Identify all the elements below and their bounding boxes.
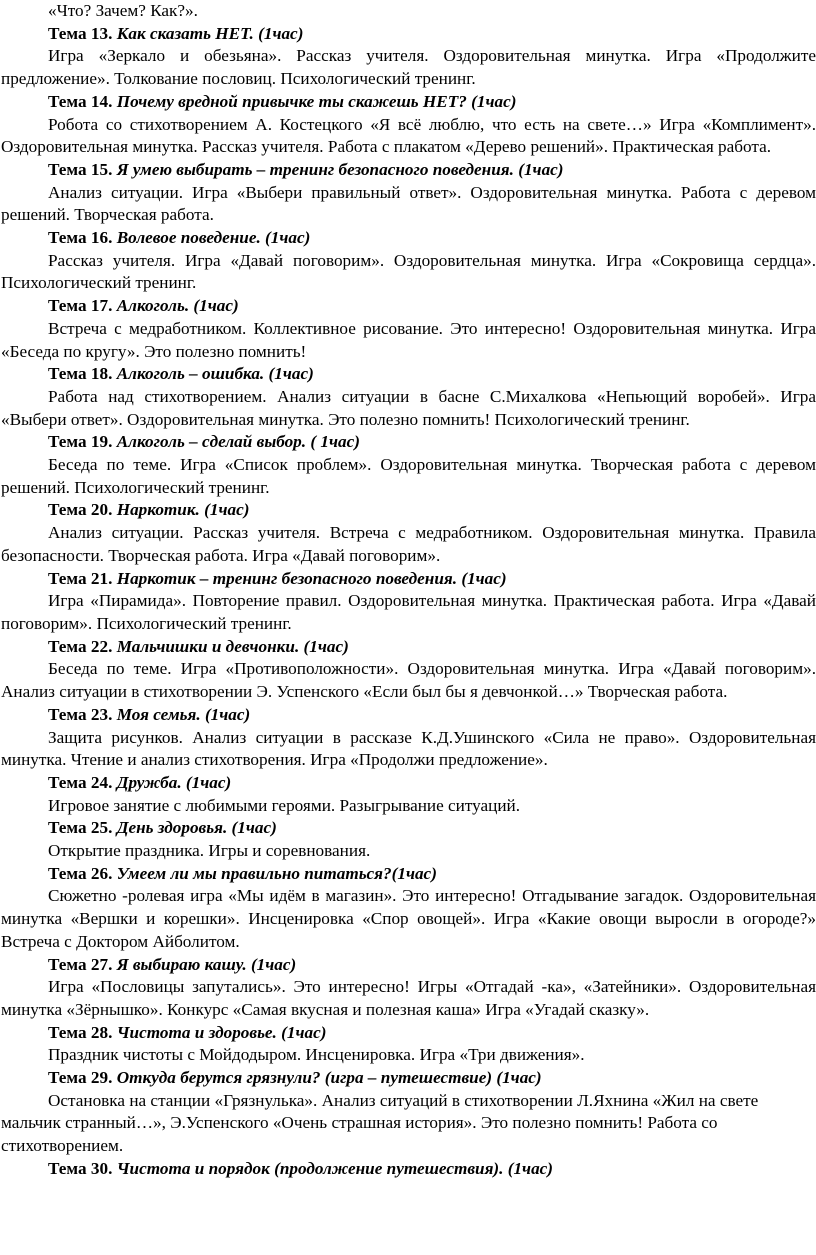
topic-title: Алкоголь. (1час): [116, 296, 239, 316]
topic-number: Тема 24.: [48, 772, 113, 792]
topic-list: [1, 23, 816, 1181]
topic-block: [1, 1022, 816, 1067]
intro-line: «Что? Зачем? Как?».: [48, 1, 198, 20]
topic-title: Наркотик – тренинг безопасного поведения. (1час): [116, 568, 507, 588]
topic-block: [1, 817, 816, 862]
topic-title: Волевое поведение. (1час): [116, 228, 311, 248]
topic-block: [1, 954, 816, 1022]
topic-heading: [1, 1022, 816, 1045]
topic-title: Откуда берутся грязнули? (игра – путешествие) (1час): [116, 1068, 542, 1088]
topic-title: Дружба. (1час): [116, 772, 232, 792]
topic-block: [1, 23, 816, 91]
topic-description: Игровое занятие с любимыми героями. Разыгрывание ситуаций.: [48, 795, 521, 815]
topic-title: День здоровья. (1час): [116, 818, 277, 838]
topic-title: Мальчишки и девчонки. (1час): [116, 636, 349, 656]
topic-title: Почему вредной привычке ты скажешь НЕТ? (1час): [116, 91, 517, 111]
topic-block: [1, 568, 816, 636]
topic-description: Открытие праздника. Игры и соревнования.: [48, 841, 371, 861]
topic-title: Как сказать НЕТ. (1час): [116, 23, 304, 43]
topic-title: Чистота и здоровье. (1час): [116, 1022, 327, 1042]
topic-number: Тема 21.: [48, 568, 113, 588]
topic-number: Тема 18.: [48, 364, 113, 384]
topic-heading: [1, 295, 816, 318]
topic-block: [1, 704, 816, 772]
topic-title: Я умею выбирать – тренинг безопасного поведения. (1час): [116, 159, 564, 179]
topic-block: [1, 1067, 816, 1158]
topic-title: Алкоголь – ошибка. (1час): [116, 364, 314, 384]
topic-number: Тема 23.: [48, 704, 113, 724]
topic-number: Тема 14.: [48, 91, 113, 111]
topic-title: Чистота и порядок (продолжение путешествия). (1час): [116, 1158, 554, 1178]
topic-block: [1, 636, 816, 704]
topic-description: Беседа по теме. Игра «Противоположности». Оздоровительная минутка. Игра «Давай поговорим». Анализ ситуации в стихотворении Э. Успенского «Если был бы я девчонкой…» Творческая работа.: [1, 659, 816, 702]
topic-title: Умеем ли мы правильно питаться?(1час): [116, 863, 437, 883]
topic-number: Тема 26.: [48, 863, 113, 883]
topic-number: Тема 28.: [48, 1022, 113, 1042]
topic-number: Тема 17.: [48, 296, 113, 316]
topic-block: [1, 91, 816, 159]
topic-description: Беседа по теме. Игра «Список проблем». Оздоровительная минутка. Творческая работа с деревом решений. Психологический тренинг.: [1, 455, 816, 497]
topic-heading: [1, 1067, 816, 1090]
topic-block: [1, 295, 816, 363]
topic-description: Анализ ситуации. Рассказ учителя. Встреча с медработником. Оздоровительная минутка. Правила безопасности. Творческая работа. Игра «Давай поговорим».: [1, 523, 816, 565]
topic-number: Тема 16.: [48, 228, 113, 248]
topic-description: Игра «Пирамида». Повторение правил. Оздоровительная минутка. Практическая работа. Игра «Давай поговорим». Психологический тренинг.: [1, 591, 816, 633]
topic-heading: [1, 91, 816, 114]
topic-heading: [1, 431, 816, 454]
topic-number: Тема 15.: [48, 159, 113, 179]
topic-heading: [1, 363, 816, 386]
topic-description: Защита рисунков. Анализ ситуации в рассказе К.Д.Ушинского «Сила не право». Оздоровительная минутка. Чтение и анализ стихотворения. Игра «Продолжи предложение».: [1, 727, 816, 770]
topic-block: [1, 159, 816, 227]
topic-number: Тема 27.: [48, 954, 113, 974]
topic-block: [1, 772, 816, 817]
topic-block: [1, 227, 816, 295]
topic-heading: [1, 636, 816, 659]
topic-block: [1, 363, 816, 431]
topic-heading: [1, 772, 816, 795]
topic-heading: [1, 23, 816, 46]
topic-block: [1, 1158, 816, 1181]
topic-heading: [1, 1158, 816, 1181]
topic-number: Тема 13.: [48, 23, 113, 43]
topic-title: Наркотик. (1час): [116, 500, 250, 520]
topic-heading: [1, 499, 816, 522]
topic-description: Рассказ учителя. Игра «Давай поговорим». Оздоровительная минутка. Игра «Сокровища сердца». Психологический тренинг.: [1, 250, 816, 293]
topic-description: Сюжетно -ролевая игра «Мы идём в магазин». Это интересно! Отгадывание загадок. Оздоровительная минутка «Вершки и корешки». Инсценировка «Спор овощей». Игра «Какие овощи выросли в огороде?» Встреча с Доктором Айболитом.: [1, 886, 816, 951]
topic-number: Тема 25.: [48, 818, 113, 838]
topic-description: Игра «Пословицы запутались». Это интересно! Игры «Отгадай -ка», «Затейники». Оздоровительная минутка «Зёрнышко». Конкурс «Самая вкусная и полезная каша» Игра «Угадай сказку».: [1, 977, 816, 1019]
topic-title: Я выбираю кашу. (1час): [116, 954, 297, 974]
topic-title: Алкоголь – сделай выбор. ( 1час): [116, 432, 360, 452]
topic-heading: [1, 863, 816, 886]
topic-number: Тема 22.: [48, 636, 113, 656]
topic-description: Праздник чистоты с Мойдодыром. Инсценировка. Игра «Три движения».: [48, 1045, 585, 1065]
topic-description: Анализ ситуации. Игра «Выбери правильный ответ». Оздоровительная минутка. Работа с деревом решений. Творческая работа.: [1, 182, 816, 225]
topic-heading: [1, 227, 816, 250]
topic-description: Работа над стихотворением. Анализ ситуации в басне С.Михалкова «Непьющий воробей». Игра «Выбери ответ». Оздоровительная минутка. Это полезно помнить! Психологический тренинг.: [1, 386, 816, 429]
topic-heading: [1, 817, 816, 840]
topic-description: Остановка на станции «Грязнулька». Анализ ситуаций в стихотворении Л.Яхнина «Жил на свете мальчик странный…», Э.Успенского «Очень страшная история». Это полезно помнить! Работа со стихотворением.: [1, 1090, 759, 1156]
topic-heading: [1, 704, 816, 727]
topic-number: Тема 30.: [48, 1158, 113, 1178]
topic-description: Встреча с медработником. Коллективное рисование. Это интересно! Оздоровительная минутка. Игра «Беседа по кругу». Это полезно помнить!: [1, 318, 816, 361]
topic-number: Тема 20.: [48, 500, 113, 520]
topic-title: Моя семья. (1час): [116, 704, 251, 724]
topic-block: [1, 431, 816, 499]
topic-number: Тема 29.: [48, 1068, 113, 1088]
topic-description: Игра «Зеркало и обезьяна». Рассказ учителя. Оздоровительная минутка. Игра «Продолжите предложение». Толкование пословиц. Психологический тренинг.: [1, 46, 816, 89]
topic-block: [1, 499, 816, 567]
topic-heading: [1, 159, 816, 182]
topic-description: Робота со стихотворением А. Костецкого «Я всё люблю, что есть на свете…» Игра «Комплимент». Оздоровительная минутка. Рассказ учителя. Работа с плакатом «Дерево решений». Практическая работа.: [1, 114, 816, 157]
topic-heading: [1, 568, 816, 591]
topic-number: Тема 19.: [48, 432, 113, 452]
topic-block: [1, 863, 816, 954]
topic-heading: [1, 954, 816, 977]
